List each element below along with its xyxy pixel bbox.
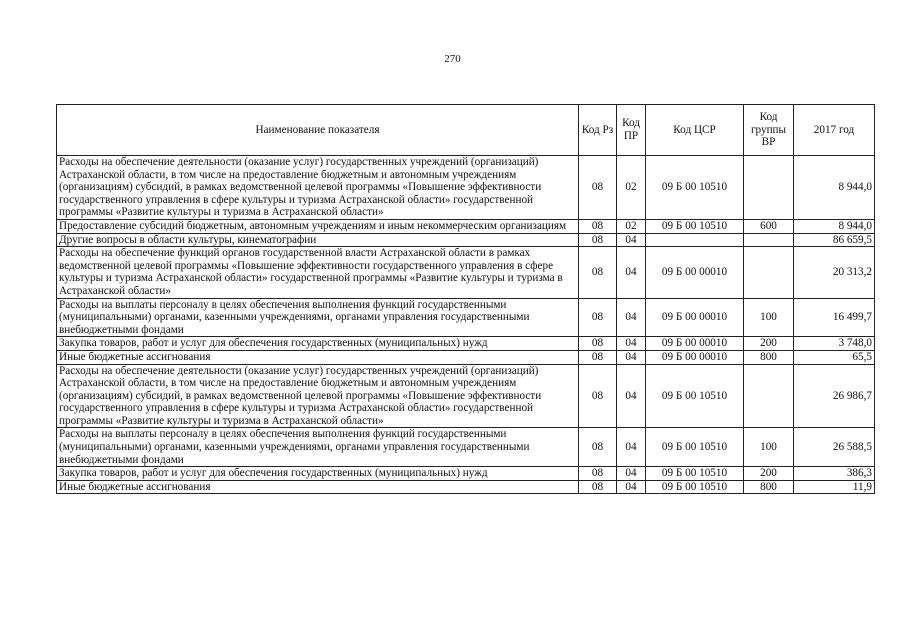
row-vr	[744, 233, 794, 247]
row-rz: 08	[579, 298, 617, 337]
row-csr: 09 Б 00 00010	[646, 350, 744, 364]
row-pr: 04	[617, 480, 646, 494]
header-row	[57, 105, 875, 156]
row-amount: 26 588,5	[794, 428, 875, 467]
table-row	[57, 364, 875, 428]
row-vr	[744, 156, 794, 220]
row-pr: 04	[617, 350, 646, 364]
table-row	[57, 337, 875, 351]
row-amount: 3 748,0	[794, 337, 875, 351]
row-csr: 09 Б 00 10510	[646, 467, 744, 481]
table-row	[57, 467, 875, 481]
table-row	[57, 156, 875, 220]
table-body	[57, 156, 875, 494]
table-row	[57, 350, 875, 364]
row-amount: 86 659,5	[794, 233, 875, 247]
row-name: Закупка товаров, работ и услуг для обеспечения государственных (муниципальных) нужд	[57, 337, 579, 351]
header-vr: Код группы ВР	[744, 105, 794, 156]
row-rz: 08	[579, 350, 617, 364]
row-name: Закупка товаров, работ и услуг для обеспечения государственных (муниципальных) нужд	[57, 467, 579, 481]
header-amount: 2017 год	[794, 105, 875, 156]
row-pr: 04	[617, 467, 646, 481]
row-pr: 04	[617, 247, 646, 298]
row-vr: 200	[744, 337, 794, 351]
row-pr: 04	[617, 233, 646, 247]
row-rz: 08	[579, 156, 617, 220]
row-name: Другие вопросы в области культуры, кинематографии	[57, 233, 579, 247]
row-rz: 08	[579, 428, 617, 467]
header-pr: Код ПР	[617, 105, 646, 156]
header-rz: Код Рз	[579, 105, 617, 156]
row-vr	[744, 247, 794, 298]
row-name: Иные бюджетные ассигнования	[57, 480, 579, 494]
row-csr: 09 Б 00 10510	[646, 364, 744, 428]
header-csr: Код ЦСР	[646, 105, 744, 156]
table-row	[57, 219, 875, 233]
row-csr: 09 Б 00 10510	[646, 156, 744, 220]
row-csr	[646, 233, 744, 247]
row-vr: 800	[744, 350, 794, 364]
row-vr: 800	[744, 480, 794, 494]
row-pr: 04	[617, 337, 646, 351]
row-name: Расходы на выплаты персоналу в целях обеспечения выполнения функций государственными (муниципальными) органами, казенными учреждениями, органами управления государственными внебюджетными фондами	[57, 428, 579, 467]
row-vr	[744, 364, 794, 428]
row-vr: 600	[744, 219, 794, 233]
table-row	[57, 298, 875, 337]
table-row	[57, 428, 875, 467]
table-row	[57, 480, 875, 494]
row-csr: 09 Б 00 10510	[646, 428, 744, 467]
header-name: Наименование показателя	[57, 105, 579, 156]
row-vr: 200	[744, 467, 794, 481]
row-pr: 04	[617, 364, 646, 428]
row-amount: 11,9	[794, 480, 875, 494]
row-amount: 8 944,0	[794, 156, 875, 220]
row-csr: 09 Б 00 10510	[646, 219, 744, 233]
row-name: Расходы на выплаты персоналу в целях обеспечения выполнения функций государственными (муниципальными) органами, казенными учреждениями, органами управления государственными внебюджетными фондами	[57, 298, 579, 337]
row-csr: 09 Б 00 10510	[646, 480, 744, 494]
row-csr: 09 Б 00 00010	[646, 298, 744, 337]
row-csr: 09 Б 00 00010	[646, 247, 744, 298]
row-csr: 09 Б 00 00010	[646, 337, 744, 351]
page-number: 270	[444, 53, 461, 65]
row-rz: 08	[579, 337, 617, 351]
row-rz: 08	[579, 364, 617, 428]
row-amount: 16 499,7	[794, 298, 875, 337]
budget-table	[56, 104, 875, 494]
table-row	[57, 247, 875, 298]
row-amount: 386,3	[794, 467, 875, 481]
row-rz: 08	[579, 219, 617, 233]
row-rz: 08	[579, 247, 617, 298]
row-rz: 08	[579, 233, 617, 247]
row-name: Предоставление субсидий бюджетным, автономным учреждениям и иным некоммерческим организациям	[57, 219, 579, 233]
row-amount: 8 944,0	[794, 219, 875, 233]
row-rz: 08	[579, 467, 617, 481]
row-amount: 20 313,2	[794, 247, 875, 298]
row-rz: 08	[579, 480, 617, 494]
row-vr: 100	[744, 428, 794, 467]
row-pr: 02	[617, 219, 646, 233]
row-vr: 100	[744, 298, 794, 337]
row-amount: 26 986,7	[794, 364, 875, 428]
table-row	[57, 233, 875, 247]
row-name: Расходы на обеспечение функций органов государственной власти Астраханской области в рамках ведомственной целевой программы «Повышение эффективности государственного управления в сфере культуры и туризма Астраханской области» государственной программы «Развитие культуры и туризма в Астраханской области»	[57, 247, 579, 298]
row-pr: 04	[617, 428, 646, 467]
row-pr: 04	[617, 298, 646, 337]
row-name: Иные бюджетные ассигнования	[57, 350, 579, 364]
row-amount: 65,5	[794, 350, 875, 364]
row-pr: 02	[617, 156, 646, 220]
row-name: Расходы на обеспечение деятельности (оказание услуг) государственных учреждений (организаций) Астраханской области, в том числе на предоставление бюджетным и автономным учреждениям (организациям) субсидий, в рамках ведомственной целевой программы «Повышение эффективности государственного управления в сфере культуры и туризма Астраханской области» государственной программы «Развитие культуры и туризма в Астраханской области»	[57, 156, 579, 220]
row-name: Расходы на обеспечение деятельности (оказание услуг) государственных учреждений (организаций) Астраханской области, в том числе на предоставление бюджетным и автономным учреждениям (организациям) субсидий, в рамках ведомственной целевой программы «Повышение эффективности государственного управления в сфере культуры и туризма Астраханской области» государственной программы «Развитие культуры и туризма в Астраханской области»	[57, 364, 579, 428]
